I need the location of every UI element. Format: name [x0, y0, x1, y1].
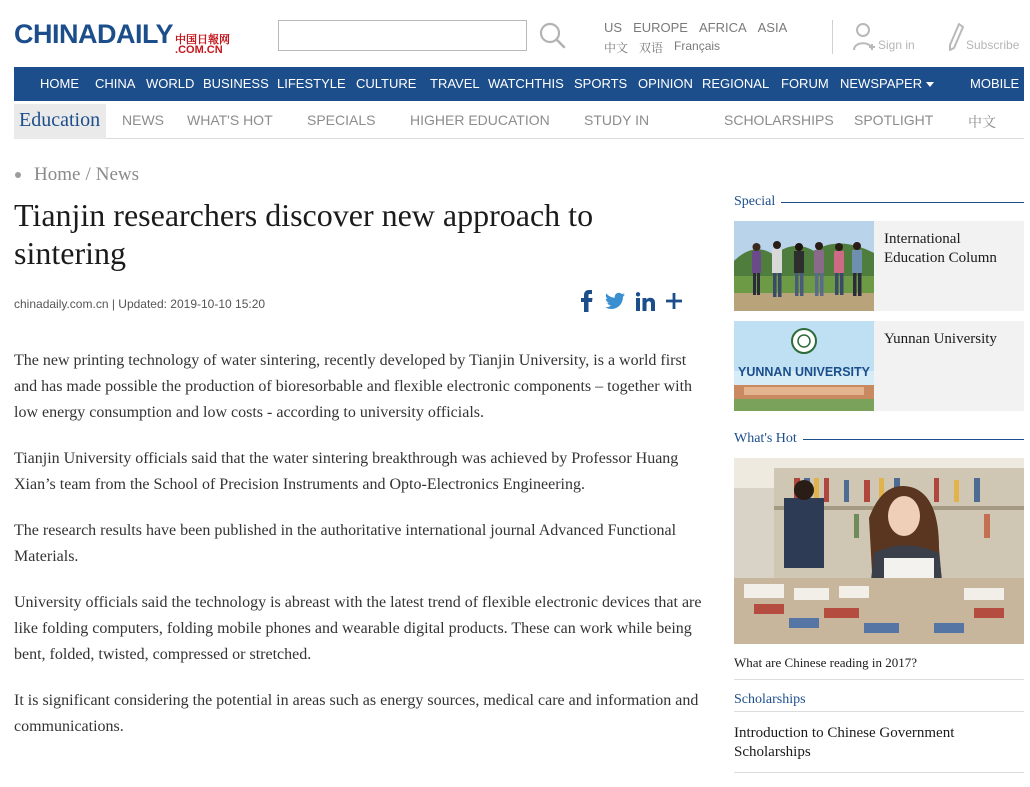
subnav-whats-hot[interactable]: WHAT'S HOT	[187, 112, 273, 128]
twitter-icon	[605, 292, 625, 310]
sidebar-heading-label[interactable]: What's Hot	[734, 431, 797, 446]
pen-icon	[948, 22, 964, 52]
subnav-news[interactable]: NEWS	[122, 112, 164, 128]
section-navigation	[14, 101, 1024, 139]
article-title: Tianjin researchers discover new approach to sintering	[14, 197, 594, 271]
subnav-specials[interactable]: SPECIALS	[307, 112, 376, 128]
chinadaily-logo[interactable]	[14, 19, 231, 56]
nav-mobile[interactable]: MOBILE	[970, 76, 1020, 91]
nav-china[interactable]: CHINA	[95, 76, 136, 91]
search-icon	[537, 20, 567, 50]
article-body	[14, 348, 704, 760]
nav-lifestyle[interactable]: LIFESTYLE	[277, 76, 346, 91]
edition-us[interactable]: US	[604, 20, 623, 35]
breadcrumb-home[interactable]: Home	[34, 164, 81, 185]
nav-newspaper-label: NEWSPAPER	[840, 76, 923, 91]
heading-rule	[803, 439, 1024, 440]
nav-business[interactable]: BUSINESS	[203, 76, 269, 91]
divider	[734, 679, 1024, 680]
sidebar-heading-label[interactable]: Scholarships	[734, 692, 806, 707]
special-card-international-education[interactable]	[734, 221, 1024, 311]
nav-opinion[interactable]: OPINION	[638, 76, 693, 91]
article-paragraph: The research results have been published in the authoritative international journal Advanced Functional Materials.	[14, 522, 677, 565]
divider	[734, 711, 1024, 712]
students-photo	[734, 221, 874, 311]
article-paragraph: The new printing technology of water sintering, recently developed by Tianjin University, is a world first and has made possible the production of bioresorbable and flexible electronic components – together with low energy consumption and low costs - according to university officials.	[14, 352, 693, 421]
edition-asia[interactable]: ASIA	[757, 20, 788, 35]
special-card-caption: International Education Column	[884, 231, 997, 266]
nav-culture[interactable]: CULTURE	[356, 76, 417, 91]
header-divider	[832, 20, 833, 54]
subnav-scholarships[interactable]: SCHOLARSHIPS	[724, 112, 834, 128]
user-plus-icon	[852, 22, 876, 52]
linkedin-share-button[interactable]	[636, 292, 655, 311]
edition-chinese[interactable]: 中文	[604, 41, 629, 55]
nav-watchthis[interactable]: WATCHTHIS	[488, 76, 564, 91]
subnav-higher-education[interactable]: HIGHER EDUCATION	[410, 112, 550, 128]
main-navigation	[14, 67, 1024, 101]
special-card-yunnan-university[interactable]	[734, 321, 1024, 411]
breadcrumb-news[interactable]: News	[95, 164, 139, 185]
bookstore-reader-photo[interactable]	[734, 458, 1024, 644]
breadcrumb-separator: /	[85, 164, 91, 185]
facebook-share-button[interactable]	[580, 290, 594, 312]
special-card-caption: Yunnan University	[884, 331, 997, 347]
article-paragraph: University officials said the technology is abreast with the latest trend of flexible electronic devices that are like folding computers, folding mobile phones and wearable digital products. These can work while being bent, folded, twisted, compressed or stretched.	[14, 594, 702, 663]
nav-newspaper[interactable]	[840, 76, 934, 91]
nav-world[interactable]: WORLD	[146, 76, 195, 91]
divider	[734, 772, 1024, 773]
more-share-button[interactable]	[666, 293, 682, 309]
share-bar	[580, 290, 682, 312]
search-button[interactable]	[537, 20, 567, 50]
nav-forum[interactable]: FORUM	[781, 76, 829, 91]
search-input[interactable]	[278, 20, 527, 51]
sidebar-heading-scholarships	[734, 692, 1024, 708]
logo-daily-text: DAILY	[97, 19, 174, 49]
logo-cn-text: 中国日報网	[175, 33, 231, 46]
section-title-education[interactable]: Education	[14, 104, 106, 139]
subnav-chinese[interactable]: 中文	[968, 114, 996, 130]
logo-china-text: CHINA	[14, 19, 97, 49]
edition-links	[604, 20, 798, 58]
plus-icon	[666, 293, 682, 309]
nav-regional[interactable]: REGIONAL	[702, 76, 770, 91]
sidebar-heading-special	[734, 194, 1024, 210]
facebook-icon	[580, 290, 594, 312]
edition-bilingual[interactable]: 双语	[639, 41, 664, 55]
sidebar-heading-label[interactable]: Special	[734, 194, 776, 209]
breadcrumb	[14, 164, 139, 186]
subnav-spotlight[interactable]: SPOTLIGHT	[854, 112, 934, 128]
article-paragraph: It is significant considering the potential in areas such as energy sources, medical care and information and communications.	[14, 692, 699, 735]
nav-sports[interactable]: SPORTS	[574, 76, 628, 91]
article-paragraph: Tianjin University officials said that the water sintering breakthrough was achieved by Professor Huang Xian’s team from the School of Precision Instruments and Opto-Electronics Engineering.	[14, 450, 679, 493]
nav-travel[interactable]: TRAVEL	[430, 76, 480, 91]
twitter-share-button[interactable]	[605, 292, 625, 310]
heading-rule	[781, 202, 1024, 203]
yunnan-banner-text: YUNNAN UNIVERSITY	[738, 365, 870, 379]
whats-hot-caption[interactable]: What are Chinese reading in 2017?	[734, 655, 918, 670]
bullet-icon	[15, 172, 21, 178]
subscribe-label: Subscribe	[966, 38, 1020, 52]
edition-french[interactable]: Français	[674, 39, 721, 53]
caret-down-icon	[926, 82, 934, 87]
edition-europe[interactable]: EUROPE	[633, 20, 688, 35]
subscribe-link[interactable]	[948, 22, 1019, 52]
nav-home[interactable]: HOME	[40, 76, 79, 91]
sign-in-link[interactable]	[852, 22, 915, 52]
edition-africa[interactable]: AFRICA	[698, 20, 747, 35]
logo-com-text: .COM.CN	[175, 44, 223, 56]
sign-in-label: Sign in	[878, 38, 915, 52]
sidebar-heading-whats-hot	[734, 431, 1024, 447]
yunnan-university-banner	[734, 321, 874, 411]
linkedin-icon	[636, 292, 655, 311]
scholarships-link[interactable]: Introduction to Chinese Government Scholarships	[734, 725, 955, 760]
logo-sub	[175, 34, 230, 56]
subnav-study-in[interactable]: STUDY IN	[584, 112, 650, 128]
article-meta: chinadaily.com.cn | Updated: 2019-10-10 15:20	[14, 297, 266, 311]
